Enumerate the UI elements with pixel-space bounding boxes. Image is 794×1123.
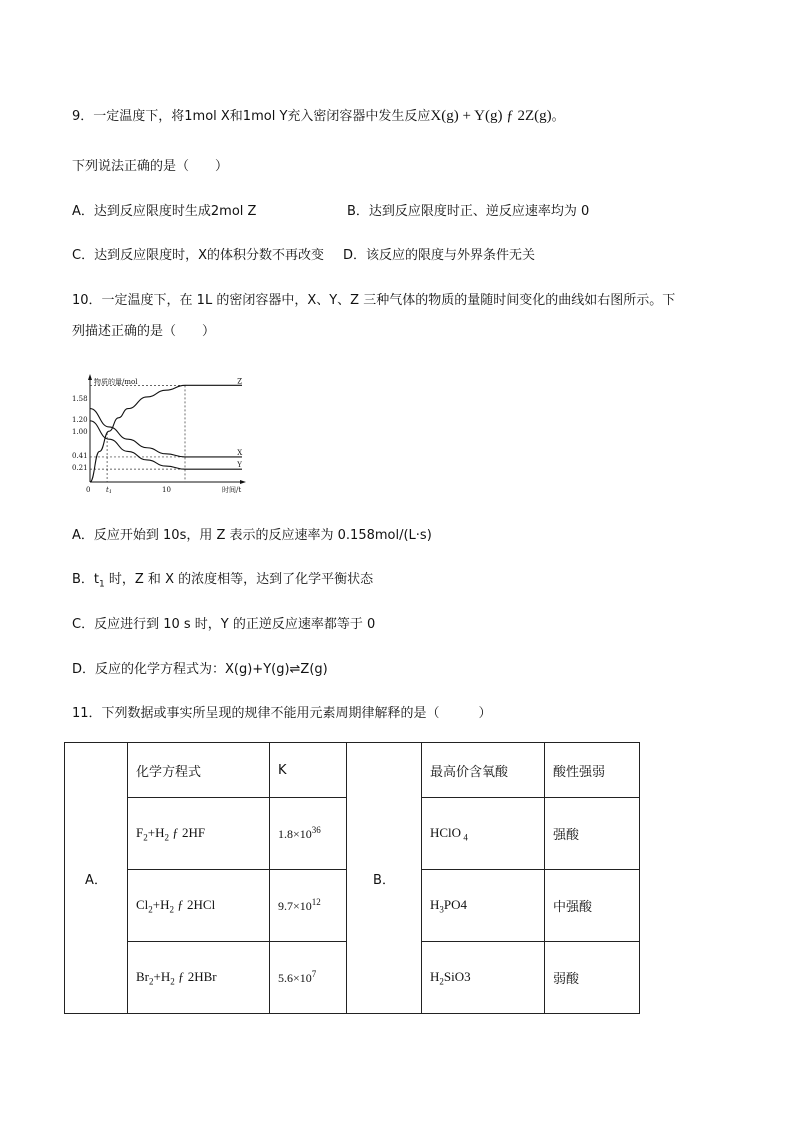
- q11-header-row: [65, 743, 640, 798]
- q11-strength-3: 弱酸: [545, 942, 640, 1014]
- x-axis-arrow: [240, 480, 246, 484]
- q11-eq-2: $Cl_2+H_2$ ƒ 2HCl: [128, 870, 270, 942]
- x-tick-10: 10: [162, 486, 171, 494]
- q10-stem-line1: 10．一定温度下，在 1L 的密闭容器中，X、Y、Z 三种气体的物质的量随时间变化的曲线如右图所示。下: [72, 293, 676, 308]
- q11-acid-3: $H_2SiO3$: [422, 942, 545, 1014]
- q10-graph: [70, 370, 250, 500]
- q11-k-1: $1.8\times 10^{36}$: [270, 798, 347, 870]
- q10-option-c: C．反应进行到 10 s 时，Y 的正逆反应速率都等于 0: [72, 617, 376, 632]
- x-axis-label: 时间/t: [222, 486, 242, 494]
- y-tick-0.41: 0.41: [72, 452, 88, 460]
- y-tick-1.00: 1.00: [72, 428, 88, 436]
- series-Z-label: Z: [237, 377, 243, 386]
- q11-k-2: $9.7\times 10^{12}$: [270, 870, 347, 942]
- q9-option-a: A．达到反应限度时生成2mol Z: [72, 204, 257, 219]
- q11-header-acid: 最高价含氧酸: [422, 743, 545, 798]
- series-X-curve: [90, 409, 242, 457]
- q10-option-b-post: 时，Z 和 X 的浓度相等，达到了化学平衡状态: [104, 572, 374, 587]
- y-tick-1.20: 1.20: [72, 416, 88, 424]
- q11-acid-2: $H_3PO4$: [422, 870, 545, 942]
- x-tick-t1: t1: [106, 486, 113, 495]
- q9-prompt: 下列说法正确的是（ ）: [72, 159, 229, 174]
- q10-option-d: D．反应的化学方程式为：X(g)+Y(g)⇌Z(g): [72, 662, 328, 677]
- q11-strength-2: 中强酸: [545, 870, 640, 942]
- q9-option-d: D．该反应的限度与外界条件无关: [343, 248, 536, 263]
- q9-stem: [72, 107, 565, 126]
- series-Y-label: Y: [237, 461, 242, 470]
- q11-k-3: $5.6\times 10^7$: [270, 942, 347, 1014]
- q10-option-a: A．反应开始到 10s，用 Z 表示的反应速率为 0.158mol/(L·s): [72, 528, 432, 543]
- q11-strength-1: 强酸: [545, 798, 640, 870]
- q11-table: [64, 742, 640, 1014]
- series-Z-curve: [90, 385, 242, 482]
- q9-option-b: B．达到反应限度时正、逆反应速率均为 0: [347, 204, 590, 219]
- x-tick-0: 0: [86, 486, 91, 494]
- y-axis-arrow: [88, 374, 92, 380]
- q9-stem-text: 9．一定温度下，将1mol X和1mol Y充入密闭容器中发生反应: [72, 109, 431, 124]
- series-X-label: X: [237, 448, 243, 457]
- q9-option-c: C．达到反应限度时，X的体积分数不再改变: [72, 248, 324, 263]
- q10-option-b-pre: B．t: [72, 572, 100, 587]
- q11-label-a: A．: [65, 743, 128, 1014]
- q9-equation: X(g) + Y(g) ƒ 2Z(g): [430, 108, 552, 124]
- x-tick-t1-sub: 1: [108, 489, 113, 495]
- y-tick-1.58: 1.58: [72, 395, 88, 403]
- q11-stem: 11．下列数据或事实所呈现的规律不能用元素周期律解释的是（ ）: [72, 706, 492, 721]
- q11-header-eq: 化学方程式: [128, 743, 270, 798]
- y-tick-0.21: 0.21: [72, 464, 88, 472]
- q11-label-b: B．: [347, 743, 422, 1014]
- q11-header-k: K: [270, 743, 347, 798]
- y-axis-label: 物质的量/mol: [94, 378, 138, 386]
- q11-eq-3: $Br_2+H_2$ ƒ 2HBr: [128, 942, 270, 1014]
- q9-stem-end: 。: [551, 109, 565, 124]
- q11-acid-1: HClO $_4$: [422, 798, 545, 870]
- q10-option-b: [72, 571, 373, 594]
- q11-eq-1: $F_2+H_2$ ƒ 2HF: [128, 798, 270, 870]
- q11-header-strength: 酸性强弱: [545, 743, 640, 798]
- q10-stem-line2: 列描述正确的是（ ）: [72, 324, 216, 339]
- q10-option-b-sub: 1: [99, 579, 105, 590]
